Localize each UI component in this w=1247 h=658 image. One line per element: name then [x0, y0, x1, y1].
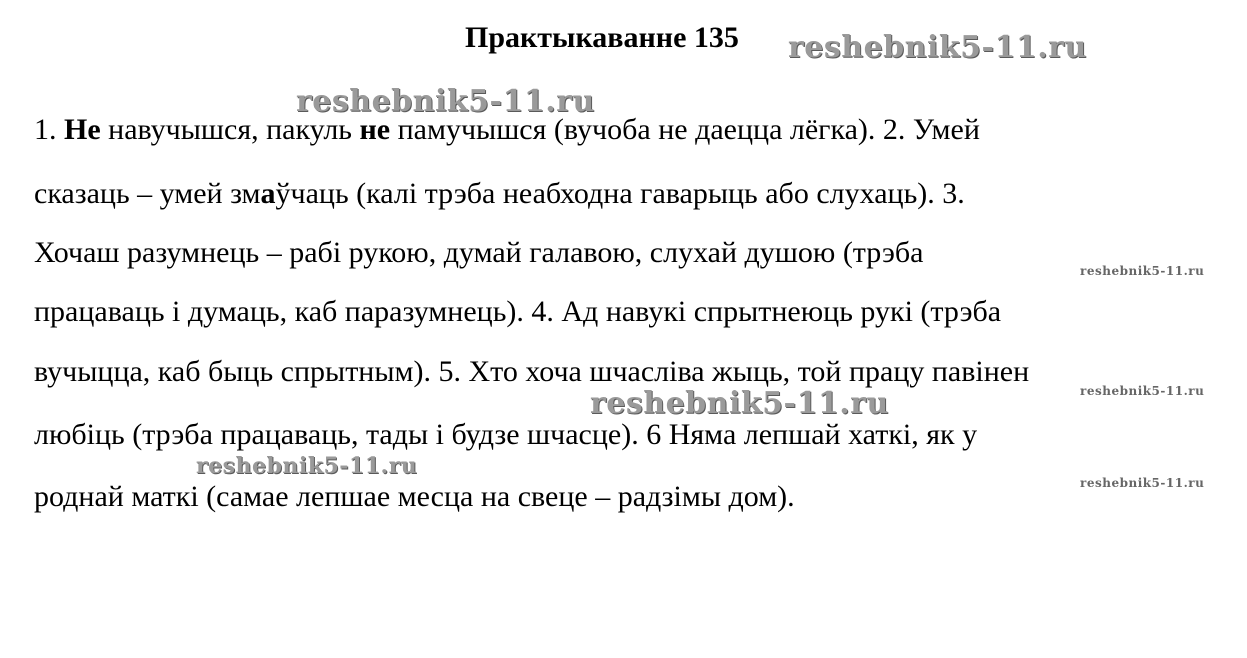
watermark: reshebnik5-11.ru — [590, 386, 889, 421]
watermark: reshebnik5-11.ru — [1080, 264, 1205, 278]
text-run: любіць (трэба працаваць, тады і будзе шчасце). 6 Няма лепшай хаткі, як у — [34, 418, 978, 451]
text-line-2 — [34, 174, 965, 214]
bold-word: не — [359, 113, 391, 146]
text-run: роднай маткі (самае лепшае месца на свеце – радзімы дом). — [34, 480, 795, 513]
text-run: памучышся (вучоба не даецца лёгка). 2. Умей — [390, 113, 980, 146]
bold-word: Не — [64, 113, 101, 146]
text-run: ўчаць (калі трэба неабходна гаварыць або слухаць). 3. — [275, 177, 965, 210]
watermark: reshebnik5-11.ru — [296, 84, 595, 119]
text-line-6 — [34, 415, 977, 455]
watermark: reshebnik5-11.ru — [788, 30, 1087, 65]
text-run: сказаць – умей зм — [34, 177, 261, 210]
page-title: Практыкаванне 135 — [465, 21, 739, 54]
watermark: reshebnik5-11.ru — [1080, 384, 1205, 398]
watermark: reshebnik5-11.ru — [196, 453, 418, 479]
text-line-7 — [34, 477, 795, 517]
text-run: працаваць і думаць, каб паразумнець). 4. Ад навукі спрытнеюць рукі (трэба — [34, 295, 1002, 328]
watermark: reshebnik5-11.ru — [1080, 476, 1205, 490]
text-line-3 — [34, 233, 923, 273]
text-run: Хочаш разумнець – рабі рукою, думай галавою, слухай душою (трэба — [34, 236, 924, 269]
text-line-4 — [34, 292, 1001, 332]
text-run: вучыцца, каб быць спрытным). 5. Хто хоча шчасліва жыць, той працу павінен — [34, 355, 1030, 388]
bold-letter: а — [260, 177, 276, 210]
text-run: навучышся, пакуль — [100, 113, 360, 146]
text-run: 1. — [34, 113, 64, 146]
